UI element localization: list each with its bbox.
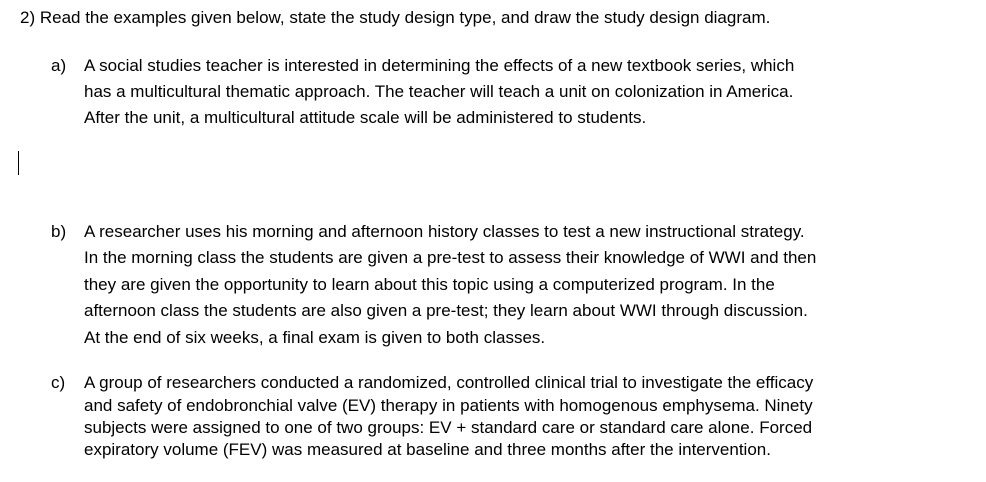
item-c-line-2: and safety of endobronchial valve (EV) therapy in patients with homogenous emphysema. Ninety: [84, 396, 813, 415]
item-c-marker: c): [51, 373, 66, 392]
question-prompt: 2) Read the examples given below, state the study design type, and draw the study design diagram.: [20, 8, 771, 27]
item-a-line-1: A social studies teacher is interested in determining the effects of a new textbook series, which: [84, 56, 795, 75]
item-b-line-3: they are given the opportunity to learn about this topic using a computerized program. In the: [84, 275, 775, 294]
item-c-line-4: expiratory volume (FEV) was measured at baseline and three months after the intervention.: [84, 440, 771, 459]
item-c-line-3: subjects were assigned to one of two groups: EV + standard care or standard care alone. Forced: [84, 418, 813, 437]
item-a-line-3: After the unit, a multicultural attitude scale will be administered to students.: [84, 108, 647, 127]
item-a-line-2: has a multicultural thematic approach. The teacher will teach a unit on colonization in America.: [84, 82, 794, 101]
item-a-marker: a): [51, 56, 67, 75]
item-b-line-5: At the end of six weeks, a final exam is given to both classes.: [84, 328, 546, 347]
item-b-marker: b): [51, 222, 67, 241]
text-cursor[interactable]: [18, 151, 19, 175]
item-b-line-2: In the morning class the students are given a pre-test to assess their knowledge of WWI and then: [84, 248, 817, 267]
item-b-line-4: afternoon class the students are also given a pre-test; they learn about WWI through discussion.: [84, 301, 808, 320]
item-c-line-1: A group of researchers conducted a randomized, controlled clinical trial to investigate the efficacy: [84, 373, 814, 392]
item-b-line-1: A researcher uses his morning and afternoon history classes to test a new instructional strategy.: [84, 222, 805, 241]
